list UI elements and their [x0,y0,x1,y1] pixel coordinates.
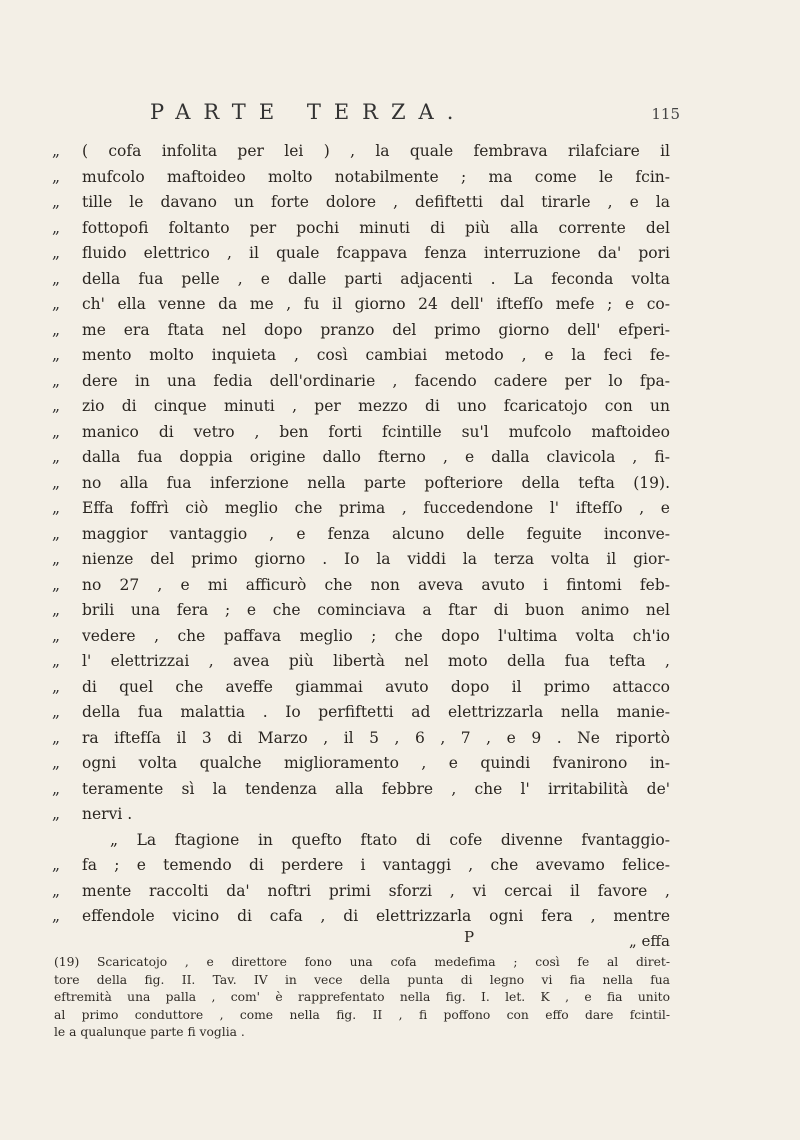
text-line: „ mente raccolti da' noftri primi sforzi , vi cercai il favore , [52,881,670,900]
text-line: „ tille le davano un forte dolore , defiftetti dal tirarle , e la [52,193,670,211]
footnote-line: eftremità una palla , com' è rapprefentato nella fig. I. let. K , e fia unito [54,990,670,1004]
text-line: „ ogni volta qualche miglioramento , e quindi fvanirono in- [52,754,670,772]
quote-mark: „ [52,422,61,441]
quote-mark: „ [52,626,61,645]
text-line: „ vedere , che paffava meglio ; che dopo l'ultima volta ch'io [52,626,670,645]
signature-mark: P [464,928,475,946]
quote-mark: „ [52,167,61,186]
quote-mark: „ [52,346,61,364]
text-line: „ maggior vantaggio , e fenza alcuno delle feguite inconve- [52,524,670,543]
text-line: „ brili una fera ; e che cominciava a ftar di buon animo nel [52,601,670,619]
page-number: 115 [651,105,680,123]
text-line: „ fa ; e temendo di perdere i vantaggi , che avevamo felice- [52,856,670,874]
quote-mark: „ [52,320,61,339]
text-line: „ fluido elettrico , il quale fcappava fenza interruzione da' pori [52,244,670,262]
quote-mark: „ [52,703,61,721]
text-line: „ ( cofa infolita per lei ) , la quale fembrava rilafciare il [52,142,670,160]
quote-mark: „ [52,371,61,390]
text-line: „ di quel che aveffe giammai avuto dopo il primo attacco [52,677,670,696]
quote-mark: „ [52,575,61,594]
footnote-line: al primo conduttore , come nella fig. II , fi poffono con effo dare fcintil- [54,1007,670,1022]
quote-mark: „ [52,193,61,211]
header-title: PARTE TERZA. [150,100,467,124]
main-text [52,142,670,933]
text-line: „ me era ftata nel dopo pranzo del primo giorno dell' efperi- [52,320,670,339]
text-line: „ zio di cinque minuti , per mezzo di uno fcaricatojo con un [52,397,670,415]
quote-mark: „ [52,218,61,237]
text-line: „ dalla fua doppia origine dallo fterno , e dalla clavicola , fi- [52,448,670,466]
text-line: „ La ftagione in quefto ftato di cofe divenne fvantaggio- [110,830,670,849]
text-line: „ mufcolo maftoideo molto notabilmente ; ma come le fcin- [52,167,670,186]
quote-mark: „ [52,881,61,900]
quote-mark: „ [52,473,61,492]
text-line: „ ra iftefſa il 3 di Marzo , il 5 , 6 , 7 , e 9 . Ne riportò [52,728,670,747]
signature-row [52,928,670,950]
quote-mark: „ [52,652,61,670]
quote-mark: „ [52,601,61,619]
quote-mark: „ [52,754,61,772]
text-line: „ nienze del primo giorno . Io la viddi la terza volta il gior- [52,550,670,568]
running-header [150,100,680,124]
quote-mark: „ [52,524,61,543]
text-line: „ della fua pelle , e dalle parti adjacenti . La feconda volta [52,269,670,288]
text-line: „ mento molto inquieta , così cambiai metodo , e la feci fe- [52,346,670,364]
quote-mark: „ [52,397,61,415]
quote-mark: „ [52,142,61,160]
quote-mark: „ [52,244,61,262]
footnote-line: tore della fig. II. Tav. IV in vece della punta di legno vi fia nella fua [54,972,670,987]
quote-mark: „ [52,295,61,313]
quote-mark: „ [52,550,61,568]
quote-mark: „ [52,269,61,288]
quote-mark: „ [52,779,61,798]
text-line: „ Effa foffrì ciò meglio che prima , fuccedendone l' iftefſo , e [52,499,670,517]
text-line: „ no 27 , e mi afficurò che non aveva avuto i fintomi feb- [52,575,670,594]
text-line: „ teramente sì la tendenza alla febbre , che l' irritabilità de' [52,779,670,798]
footnote-line: le a qualunque parte fi voglia . [54,1025,245,1039]
quote-mark: „ [52,856,61,874]
text-line: „ fottopofi foltanto per pochi minuti di più alla corrente del [52,218,670,237]
text-line: „ dere in una fedia dell'ordinarie , facendo cadere per lo fpa- [52,371,670,390]
text-line: „ l' elettrizzai , avea più libertà nel moto della fua tefta , [52,652,670,670]
catchword: „ effa [628,932,670,950]
quote-mark: „ [52,907,61,925]
text-line: „ nervi . [52,805,133,823]
quote-mark: „ [52,805,61,823]
quote-mark: „ [52,499,61,517]
text-line: „ effendole vicino di cafa , di elettrizzarla ogni fera , mentre [52,907,670,925]
footnote-line: (19) Scaricatojo , e direttore fono una cofa medefima ; così fe al diret- [54,955,670,969]
text-line: „ ch' ella venne da me , fu il giorno 24 dell' iftefſo mefe ; e co- [52,295,670,313]
text-line: „ no alla fua inferzione nella parte pofteriore della tefta (19). [52,473,670,492]
footnote [54,954,670,1042]
text-line: „ della fua malattia . Io perfiftetti ad elettrizzarla nella manie- [52,703,670,721]
quote-mark: „ [52,728,61,747]
quote-mark: „ [52,448,61,466]
quote-mark: „ [52,677,61,696]
text-line: „ manico di vetro , ben forti fcintille su'l mufcolo maftoideo [52,422,670,441]
